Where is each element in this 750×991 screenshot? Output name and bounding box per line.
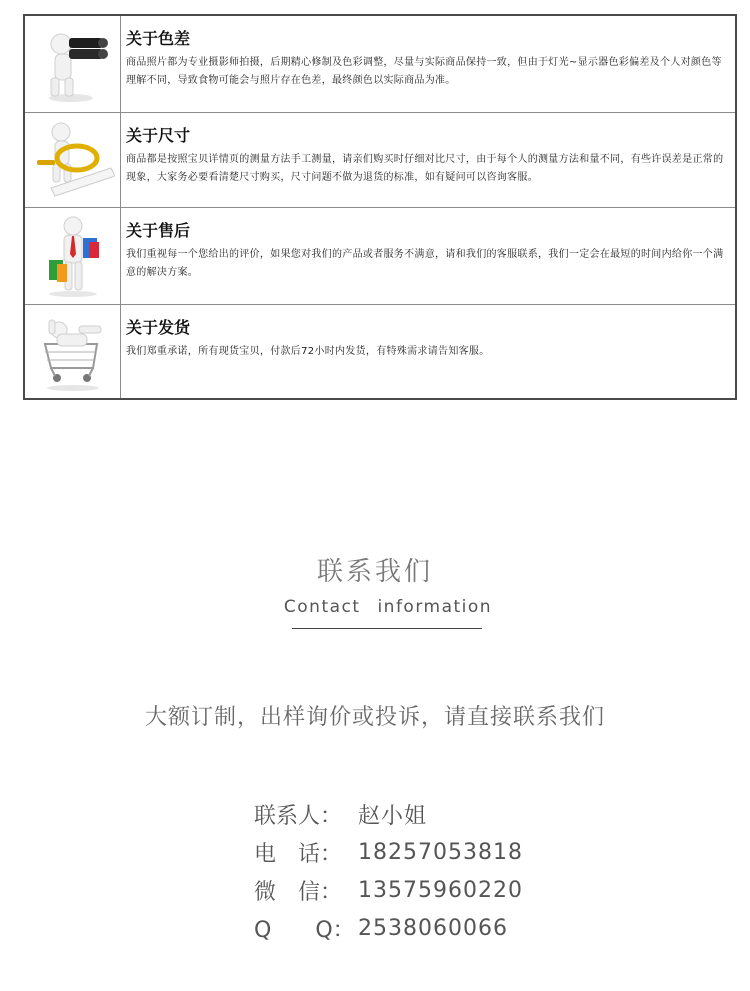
info-row-title: 关于尺寸 (126, 126, 191, 145)
info-row-after-sales (25, 208, 735, 305)
contact-list (254, 795, 674, 947)
info-row-title: 关于售后 (126, 221, 191, 240)
info-row-description: 商品照片都为专业摄影师拍摄，后期精心修制及色彩调整，尽量与实际商品保持一致，但由于灯光~显示器色彩偏差及个人对颜色等理解不同，导致食物可能会与照片存在色差，最终颜色以实际商品为准。 (126, 57, 722, 86)
contact-subtitle: Contact information (283, 597, 493, 617)
contact-person (254, 795, 674, 833)
info-row-picture (25, 305, 121, 398)
contact-value[interactable]: 13575960220 (358, 877, 523, 903)
contact-phone (254, 833, 674, 871)
contact-value[interactable]: 2538060066 (358, 915, 508, 941)
contact-title: 联系我们 (316, 557, 433, 587)
info-row-description: 我们郑重承诺，所有现货宝贝，付款后72小时内发货，有特殊需求请告知客服。 (126, 346, 490, 357)
contact-label: Q Q： (254, 917, 355, 943)
contact-intro: 大额订制，出样询价或投诉，请直接联系我们 (144, 705, 605, 730)
contact-value: 赵小姐 (358, 803, 428, 829)
contact-label: 微 信： (254, 879, 343, 905)
info-row-title: 关于色差 (126, 29, 191, 48)
info-row-shipping (25, 305, 735, 398)
contact-qq (254, 909, 674, 947)
contact-wechat (254, 871, 674, 909)
contact-label: 联系人： (254, 803, 343, 829)
binoculars-figure-icon (33, 24, 113, 104)
contact-label: 电 话： (254, 841, 343, 867)
info-row-description: 我们重视每一个您给出的评价，如果您对我们的产品或者服务不满意，请和我们的客服联系，我们一定会在最短的时间内给你一个满意的解决方案。 (126, 249, 724, 278)
info-row-size (25, 113, 735, 208)
shopping-bags-figure-icon (33, 214, 113, 298)
contact-value[interactable]: 18257053818 (358, 839, 523, 865)
info-row-title: 关于发货 (126, 318, 191, 337)
magnifier-ruler-figure-icon (31, 118, 115, 202)
shopping-cart-figure-icon (33, 312, 113, 392)
info-row-picture (25, 16, 121, 112)
info-row-picture (25, 113, 121, 207)
info-table (23, 14, 737, 400)
info-row-picture (25, 208, 121, 304)
info-row-description: 商品都是按照宝贝详情页的测量方法手工测量，请亲们购买时仔细对比尺寸，由于每个人的测量方法和量不同，有些许误差是正常的现象，大家务必要看清楚尺寸购买，尺寸问题不做为退货的标准，如有疑问可以咨询客服。 (126, 154, 724, 183)
contact-divider (292, 628, 482, 629)
info-row-color (25, 16, 735, 113)
